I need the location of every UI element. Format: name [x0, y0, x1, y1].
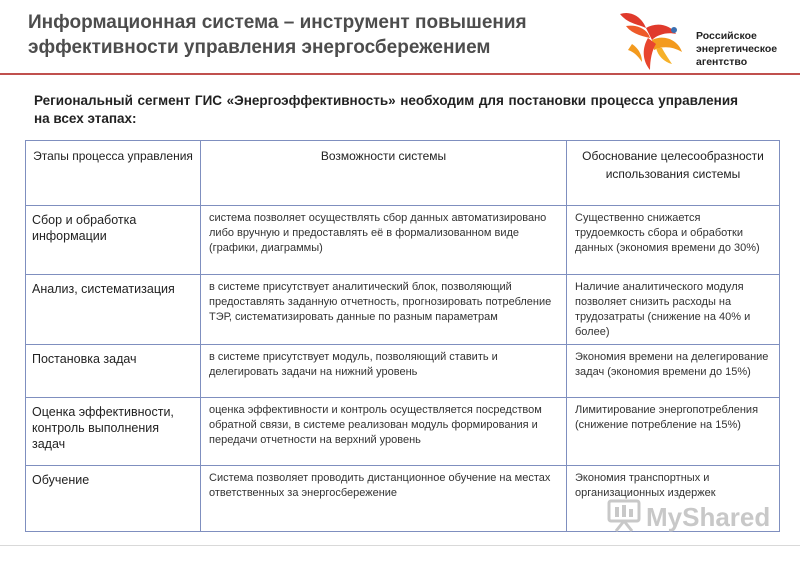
table-row — [26, 206, 780, 275]
footer-divider — [0, 545, 800, 546]
stage-cell: Постановка задач — [26, 345, 201, 398]
capability-cell: Система позволяет проводить дистанционное обучение на местах ответственных за энергосбережение — [201, 466, 567, 532]
table-header-row — [26, 141, 780, 206]
stage-cell: Анализ, систематизация — [26, 275, 201, 345]
bird-logo-icon — [612, 4, 696, 74]
management-stages-table — [25, 140, 780, 532]
table-row — [26, 275, 780, 345]
capability-cell: система позволяет осуществлять сбор данных автоматизировано либо вручную и предоставлять её в формализованном виде (графики, диаграммы) — [201, 206, 567, 275]
subtitle: Региональный сегмент ГИС «Энергоэффективность» необходим для постановки процесса управления на всех этапах: — [34, 93, 738, 126]
page-title — [28, 10, 588, 60]
page-title-line1: Информационная система – инструмент повышения — [28, 12, 527, 33]
justification-cell: Наличие аналитического модуля позволяет снизить расходы на трудозатраты (снижение на 40% и более) — [567, 275, 780, 345]
title-divider — [0, 73, 800, 75]
logo-line2: энергетическое — [696, 43, 778, 55]
justification-cell: Существенно снижается трудоемкость сбора и обработки данных (экономия времени до 30%) — [567, 206, 780, 275]
presentation-board-icon — [606, 498, 642, 532]
myshared-watermark — [606, 498, 776, 534]
logo-line3: агентство — [696, 56, 748, 68]
capability-cell: оценка эффективности и контроль осуществляется посредством обратной связи, в системе реализован модуль формирования и передачи отчетности на верхний уровень — [201, 398, 567, 466]
stage-cell: Оценка эффективности, контроль выполнения задач — [26, 398, 201, 466]
header-justification: Обоснование целесообразности использования системы — [567, 141, 780, 206]
justification-cell: Лимитирование энергопотребления (снижение потребление на 15%) — [567, 398, 780, 466]
header-capability: Возможности системы — [201, 141, 567, 206]
justification-cell: Экономия транспортных и организационных издержек — [567, 466, 780, 532]
agency-logo — [612, 4, 792, 74]
stage-cell: Сбор и обработка информации — [26, 206, 201, 275]
header-stage: Этапы процесса управления — [26, 141, 201, 206]
table-row — [26, 398, 780, 466]
justification-cell: Экономия времени на делегирование задач (экономия времени до 15%) — [567, 345, 780, 398]
capability-cell: в системе присутствует модуль, позволяющий ставить и делегировать задачи на нижний уровень — [201, 345, 567, 398]
stage-cell: Обучение — [26, 466, 201, 532]
table-row — [26, 345, 780, 398]
agency-logo-text — [696, 30, 792, 69]
capability-cell: в системе присутствует аналитический блок, позволяющий предоставлять заданную отчетность, прогнозировать потребление ТЭР, систематизировать данные по разным параметрам — [201, 275, 567, 345]
watermark-text: MyShared — [646, 502, 771, 532]
logo-line1: Российское — [696, 30, 757, 42]
page-title-line2: эффективности управления энергосбережением — [28, 37, 491, 58]
